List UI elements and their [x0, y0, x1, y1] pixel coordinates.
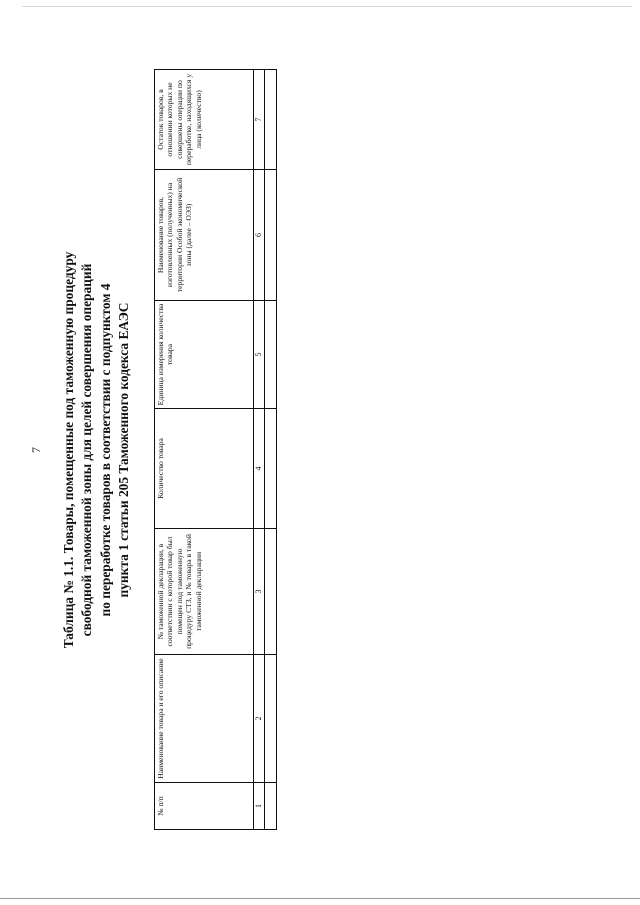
- title-line-3: по переработке товаров в соответствии с подпунктом 4: [97, 283, 113, 617]
- empty-cell: [265, 70, 277, 170]
- column-number-2: 2: [254, 655, 265, 783]
- empty-cell: [265, 301, 277, 409]
- empty-cell: [265, 783, 277, 830]
- empty-cell: [265, 529, 277, 655]
- header-cell-2: Наименование товара и его описание: [155, 655, 254, 783]
- header-row: [155, 70, 254, 830]
- header-cell-1: № п/п: [155, 783, 254, 830]
- column-number-4: 4: [254, 409, 265, 529]
- header-cell-7: Остаток товаров, в отношении которых не совершены операции по переработке, находящихся у лица (количество): [155, 70, 254, 170]
- header-cell-4: Количество товара: [155, 409, 254, 529]
- goods-table: [154, 69, 277, 830]
- column-number-6: 6: [254, 170, 265, 301]
- column-number-row: [254, 70, 265, 830]
- header-cell-6: Наименование товаров, изготовленных (полученных) на территории Особой экономической зоны (далее – ОЭЗ): [155, 170, 254, 301]
- rotated-content: [60, 70, 290, 830]
- empty-cell: [265, 655, 277, 783]
- title-line-4: пункта 1 статьи 205 Таможенного кодекса ЕАЭС: [116, 302, 132, 598]
- landscape-content: [60, 70, 290, 830]
- empty-data-row: [265, 70, 277, 830]
- column-number-3: 3: [254, 529, 265, 655]
- table-title: [60, 70, 152, 830]
- header-cell-5: Единица измерения количества товара: [155, 301, 254, 409]
- page-edge-top: [22, 6, 632, 7]
- title-line-1: Таблица № 1.1. Товары, помещенные под таможенную процедуру: [61, 251, 76, 649]
- column-number-5: 5: [254, 301, 265, 409]
- page-number: 7: [29, 447, 43, 453]
- title-line-2: свободной таможенной зоны для целей совершения операций: [79, 263, 95, 637]
- column-number-1: 1: [254, 783, 265, 830]
- header-cell-3: № таможенной декларации, в соответствии с которой товар был помещен под таможенную процедуру СТЗ, и № товара в такой таможенной декларации: [155, 529, 254, 655]
- column-number-7: 7: [254, 70, 265, 170]
- empty-cell: [265, 409, 277, 529]
- empty-cell: [265, 170, 277, 301]
- page-edge-bottom: [0, 898, 640, 899]
